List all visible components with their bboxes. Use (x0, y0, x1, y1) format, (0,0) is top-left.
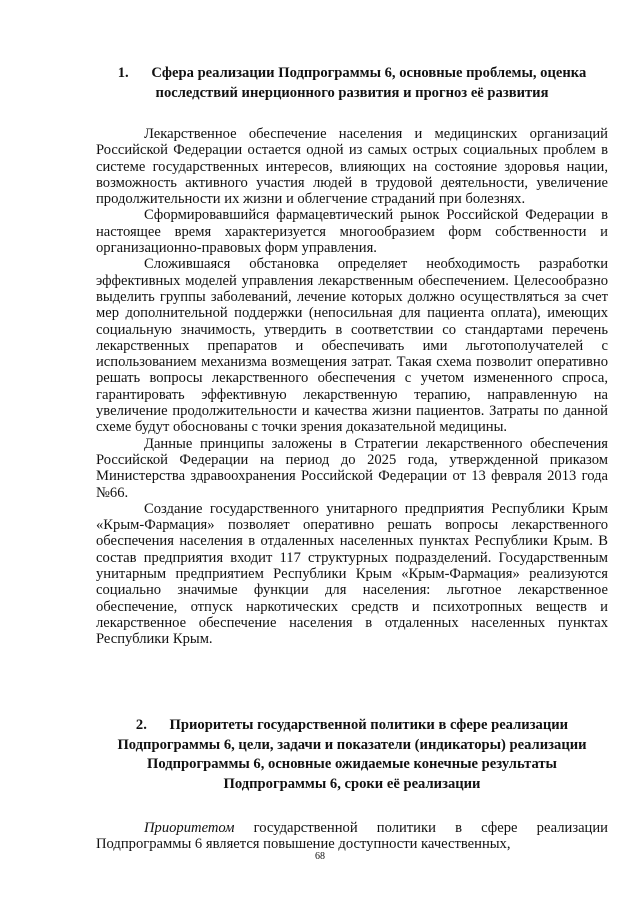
paragraph: Сформировавшийся фармацевтический рынок Российской Федерации в настоящее время характеризуется многообразием форм собственности и организационно-правовых форм управления. (96, 207, 608, 257)
paragraph-text: государственной политики в сфере реализации Подпрограммы 6 является повышение доступности качественных, (96, 820, 608, 853)
section-1-body (96, 126, 608, 648)
paragraph (96, 820, 608, 853)
emphasis-word: Приоритетом (144, 820, 235, 836)
section-2-number: 2. (135, 717, 147, 733)
section-2-title: Приоритеты государственной политики в сфере реализации Подпрограммы 6, цели, задачи и показатели (индикаторы) реализации Подпрограммы 6, основные ожидаемые конечные результаты Подпрограммы 6, сроки её реализации (117, 717, 587, 792)
paragraph: Создание государственного унитарного предприятия Республики Крым «Крым-Фармация» позволяет оперативно решать вопросы лекарственного обеспечения населения в отдаленных населенных пунктах Республики Крым. В состав предприятия входит 117 структурных подразделений. Государственным унитарным предприятием Республики Крым «Крым-Фармация» реализуются социально значимые функции для населения: льготное лекарственное обеспечение, отпуск наркотических средств и психотропных веществ и лекарственное обеспечение населения в отдаленных населенных пунктах Республики Крым. (96, 500, 608, 648)
paragraph: Сложившаяся обстановка определяет необходимость разработки эффективных моделей управления лекарственным обеспечением. Целесообразно выделить группы заболеваний, лечение которых должно осуществляться за счет мер дополнительной поддержки (непосильная для пациента оплата), имеющих социальную значимость, утвердить в соответствии со стандартами перечень лекарственных препаратов и обеспечивать ими льготополучателей с использованием механизма возмещения затрат. Такая схема позволит оперативно решать вопросы лекарственного обеспечения с учетом измененного спроса, гарантировать эффективную лекарственную терапию, направленную на увеличение продолжительности и качества жизни пациентов. Затраты по данной схеме будут обоснованы с точки зрения доказательной медицины. (96, 256, 608, 436)
page-number: 68 (315, 851, 325, 862)
section-2-body (96, 820, 608, 853)
paragraph: Лекарственное обеспечение населения и медицинских организаций Российской Федерации остается одной из самых острых социальных проблем в системе государственных интересов, влияющих на состояние здоровья нации, возможность активного участия людей в трудовой деятельности, увеличение продолжительности их жизни и облегчение страданий при болезнях. (96, 126, 608, 208)
section-1-title: Сфера реализации Подпрограммы 6, основные проблемы, оценка последствий инерционного развития и прогноз её развития (151, 65, 587, 101)
paragraph: Данные принципы заложены в Стратегии лекарственного обеспечения Российской Федерации на период до 2025 года, утвержденной приказом Министерства здравоохранения Российской Федерации от 13 февраля 2013 года №66. (96, 435, 608, 501)
section-1-heading (96, 64, 608, 103)
section-1-number: 1. (117, 65, 129, 81)
section-2-heading (96, 716, 608, 794)
